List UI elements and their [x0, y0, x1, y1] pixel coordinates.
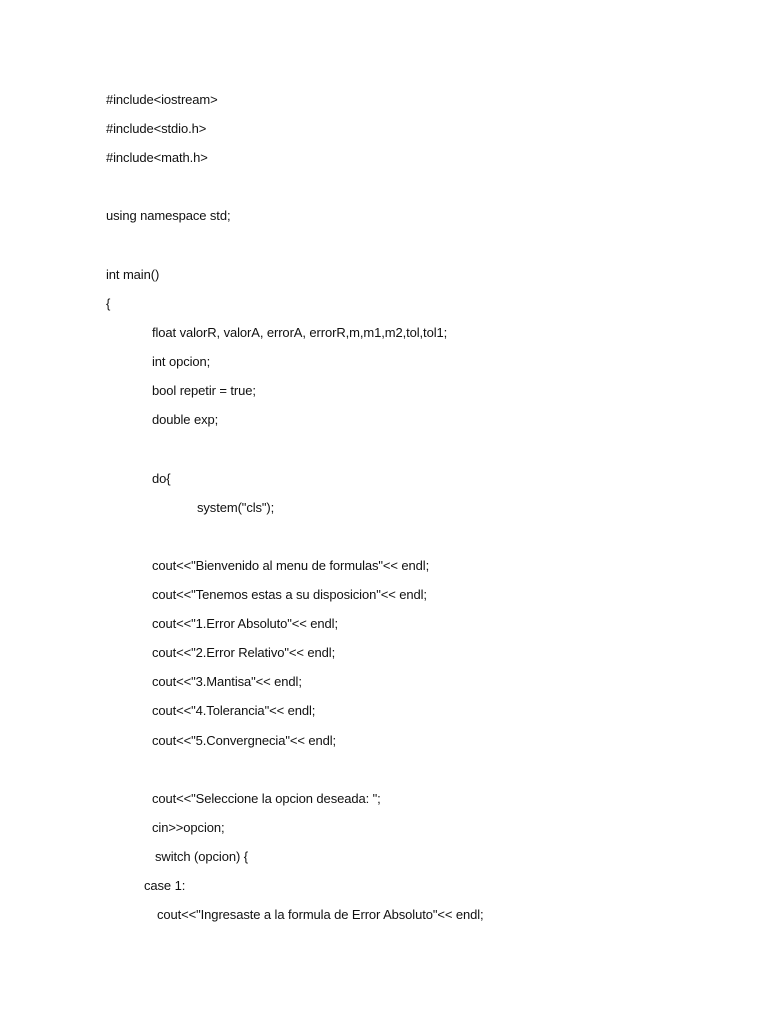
code-line: cout<<"5.Convergnecia"<< endl; — [152, 733, 337, 748]
code-line: cout<<"Bienvenido al menu de formulas"<< endl; — [152, 558, 430, 573]
code-line: cout<<"Tenemos estas a su disposicion"<< endl; — [152, 587, 427, 602]
code-line: cin>>opcion; — [152, 820, 225, 835]
code-line: float valorR, valorA, errorA, errorR,m,m1,m2,tol,tol1; — [152, 325, 448, 340]
code-line: double exp; — [152, 412, 219, 427]
code-line: case 1: — [144, 878, 186, 893]
code-line: #include<math.h> — [106, 150, 208, 165]
code-line: using namespace std; — [106, 208, 231, 223]
code-line: switch (opcion) { — [155, 849, 248, 864]
code-line: system("cls"); — [197, 500, 275, 515]
code-line: cout<<"Seleccione la opcion deseada: "; — [152, 791, 381, 806]
code-line: cout<<"1.Error Absoluto"<< endl; — [152, 616, 338, 631]
code-line: bool repetir = true; — [152, 383, 256, 398]
code-line: #include<iostream> — [106, 92, 218, 107]
code-line: int main() — [106, 267, 160, 282]
code-line: #include<stdio.h> — [106, 121, 207, 136]
code-line: cout<<"2.Error Relativo"<< endl; — [152, 645, 336, 660]
code-line: int opcion; — [152, 354, 211, 369]
code-line: cout<<"4.Tolerancia"<< endl; — [152, 703, 316, 718]
code-line: do{ — [152, 471, 171, 486]
code-line: cout<<"Ingresaste a la formula de Error Absoluto"<< endl; — [157, 907, 484, 922]
code-line: { — [106, 296, 111, 311]
code-line: cout<<"3.Mantisa"<< endl; — [152, 674, 302, 689]
